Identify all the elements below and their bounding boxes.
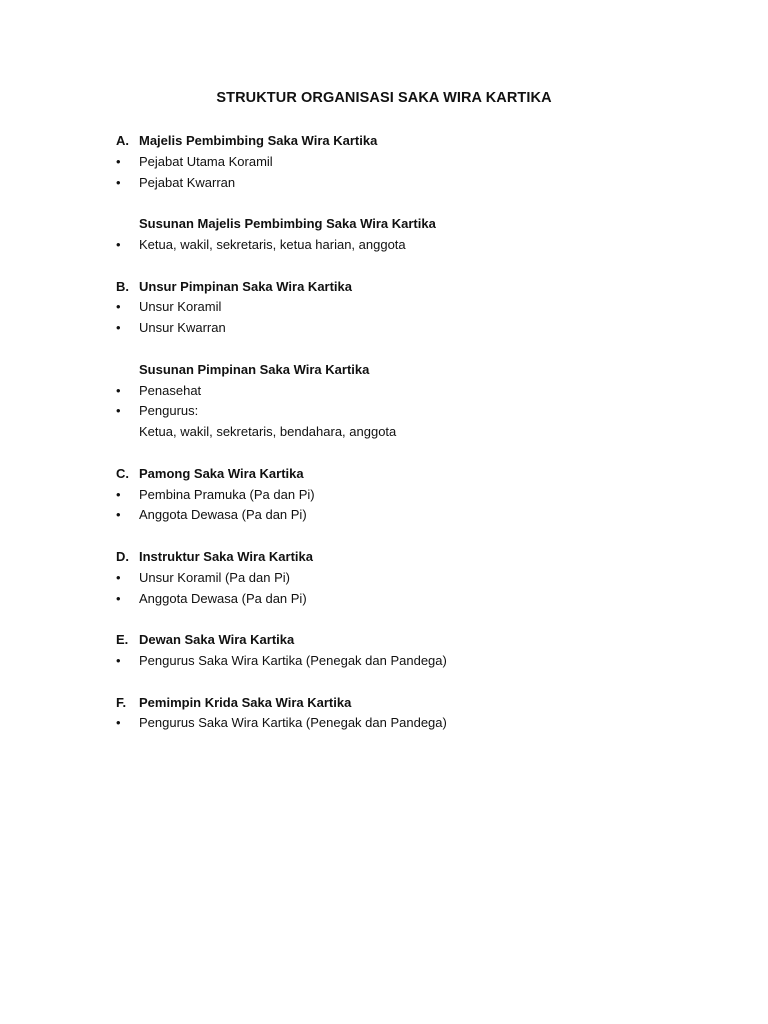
list-item xyxy=(116,713,676,734)
section-title: Pamong Saka Wira Kartika xyxy=(139,465,304,481)
list-item-text: Ketua, wakil, sekretaris, ketua harian, anggota xyxy=(139,236,406,252)
bullet-icon: • xyxy=(116,153,121,169)
bullet-icon: • xyxy=(116,590,121,606)
list-item-text: Unsur Koramil (Pa dan Pi) xyxy=(139,569,290,585)
section-title: Unsur Pimpinan Saka Wira Kartika xyxy=(139,278,353,294)
section-c-heading xyxy=(116,464,676,485)
section-b-subheading xyxy=(116,360,676,381)
subsection-title: Susunan Majelis Pembimbing Saka Wira Kartika xyxy=(139,216,436,232)
section-title: Instruktur Saka Wira Kartika xyxy=(139,548,314,564)
bullet-icon: • xyxy=(116,569,121,585)
bullet-icon: • xyxy=(116,403,121,419)
list-item xyxy=(116,505,676,526)
list-item-text: Anggota Dewasa (Pa dan Pi) xyxy=(139,590,307,606)
list-item xyxy=(116,297,676,318)
list-item-text: Pembina Pramuka (Pa dan Pi) xyxy=(139,486,315,502)
list-item-text: Pengurus Saka Wira Kartika (Penegak dan Pandega) xyxy=(139,652,447,668)
section-title: Pemimpin Krida Saka Wira Kartika xyxy=(139,694,352,710)
section-title: Majelis Pembimbing Saka Wira Kartika xyxy=(139,133,378,148)
spacer xyxy=(116,526,676,547)
spacer xyxy=(116,339,676,360)
section-e-heading xyxy=(116,630,676,651)
bullet-icon: • xyxy=(116,174,121,190)
page-title: STRUKTUR ORGANISASI SAKA WIRA KARTIKA xyxy=(216,90,552,106)
list-item-text: Pengurus: xyxy=(139,403,199,419)
section-f-heading xyxy=(116,693,676,714)
list-item xyxy=(116,589,676,610)
spacer xyxy=(116,609,676,630)
bullet-icon: • xyxy=(116,382,121,398)
section-title: Dewan Saka Wira Kartika xyxy=(139,632,295,648)
section-letter: B. xyxy=(116,278,129,294)
list-item-text: Pejabat Kwarran xyxy=(139,174,236,190)
bullet-icon: • xyxy=(116,236,121,252)
section-letter: C. xyxy=(116,465,129,481)
section-letter: E. xyxy=(116,632,129,648)
section-d-heading xyxy=(116,547,676,568)
list-item xyxy=(116,318,676,339)
section-letter: F. xyxy=(116,694,127,710)
list-item xyxy=(116,401,676,422)
section-letter: D. xyxy=(116,548,129,564)
spacer xyxy=(116,193,676,214)
section-a-subheading xyxy=(116,214,676,235)
spacer xyxy=(116,256,676,277)
subsection-title: Susunan Pimpinan Saka Wira Kartika xyxy=(139,361,370,377)
bullet-icon: • xyxy=(116,486,121,502)
list-item-text: Unsur Kwarran xyxy=(139,320,226,336)
bullet-icon: • xyxy=(116,652,121,668)
list-item xyxy=(116,152,676,173)
document-content xyxy=(116,131,676,734)
bullet-icon: • xyxy=(116,299,121,315)
list-item-text: Pejabat Utama Koramil xyxy=(139,153,273,169)
list-item-text: Pengurus Saka Wira Kartika (Penegak dan Pandega) xyxy=(139,715,447,731)
bullet-icon: • xyxy=(116,507,121,523)
list-item-text: Unsur Koramil xyxy=(139,299,222,315)
section-letter: A. xyxy=(116,133,129,148)
list-item xyxy=(116,381,676,402)
bullet-icon: • xyxy=(116,320,121,336)
section-a-heading xyxy=(116,131,676,152)
list-item-text: Ketua, wakil, sekretaris, bendahara, anggota xyxy=(139,424,397,440)
list-item xyxy=(116,485,676,506)
list-item xyxy=(116,568,676,589)
list-item xyxy=(116,235,676,256)
list-item xyxy=(116,651,676,672)
spacer xyxy=(116,672,676,693)
spacer xyxy=(116,443,676,464)
list-item-text: Anggota Dewasa (Pa dan Pi) xyxy=(139,507,307,523)
bullet-icon: • xyxy=(116,715,121,731)
list-item xyxy=(116,173,676,194)
list-item-continuation xyxy=(116,422,676,443)
list-item-text: Penasehat xyxy=(139,382,202,398)
section-b-heading xyxy=(116,277,676,298)
